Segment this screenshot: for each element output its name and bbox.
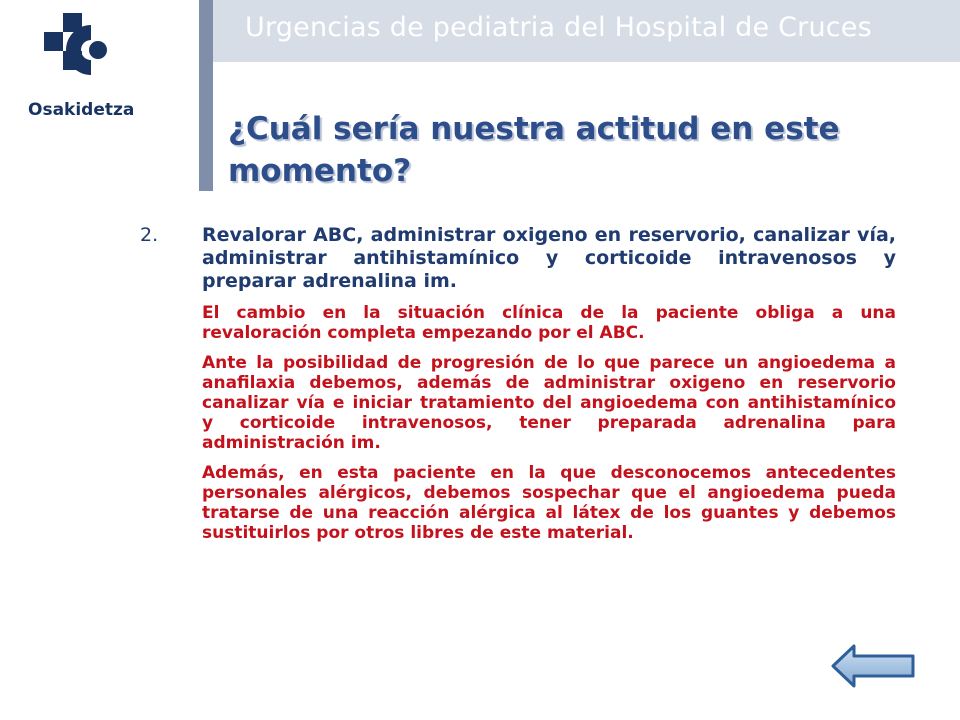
explanation-paragraph: El cambio en la situación clínica de la paciente obliga a una revaloración completa empezando por el ABC.	[202, 303, 896, 343]
answer-item	[140, 224, 896, 543]
header-title: Urgencias de pediatria del Hospital de Cruces	[245, 12, 872, 43]
arrow-left-icon[interactable]	[833, 646, 913, 686]
osakidetza-logo-icon	[44, 13, 120, 93]
logo-dot	[89, 41, 107, 59]
explanation-paragraph: Además, en esta paciente en la que desconocemos antecedentes personales alérgicos, debemos sospechar que el angioedema pueda tratarse de una reacción alérgica al látex de los guantes y debemos sustituirlos por otros libres de este material.	[202, 463, 896, 543]
item-text: Revalorar ABC, administrar oxigeno en reservorio, canalizar vía, administrar antihistamínico y corticoide intravenosos y preparar adrenalina im.	[202, 224, 896, 292]
explanation-paragraph: Ante la posibilidad de progresión de lo que parece un angioedema a anafilaxia debemos, además de administrar oxigeno en reservorio canalizar vía e iniciar tratamiento del angioedema con antihistamínico y corticoide intravenosos, tener preparada adrenalina para administración im.	[202, 353, 896, 453]
logo-text: Osakidetza	[28, 100, 135, 120]
item-number: 2.	[140, 224, 159, 246]
logo-square-left	[44, 32, 63, 51]
slide-title: ¿Cuál sería nuestra actitud en este momento?	[228, 111, 840, 189]
vertical-accent-bar	[199, 0, 213, 191]
back-arrow-button[interactable]	[830, 643, 916, 689]
